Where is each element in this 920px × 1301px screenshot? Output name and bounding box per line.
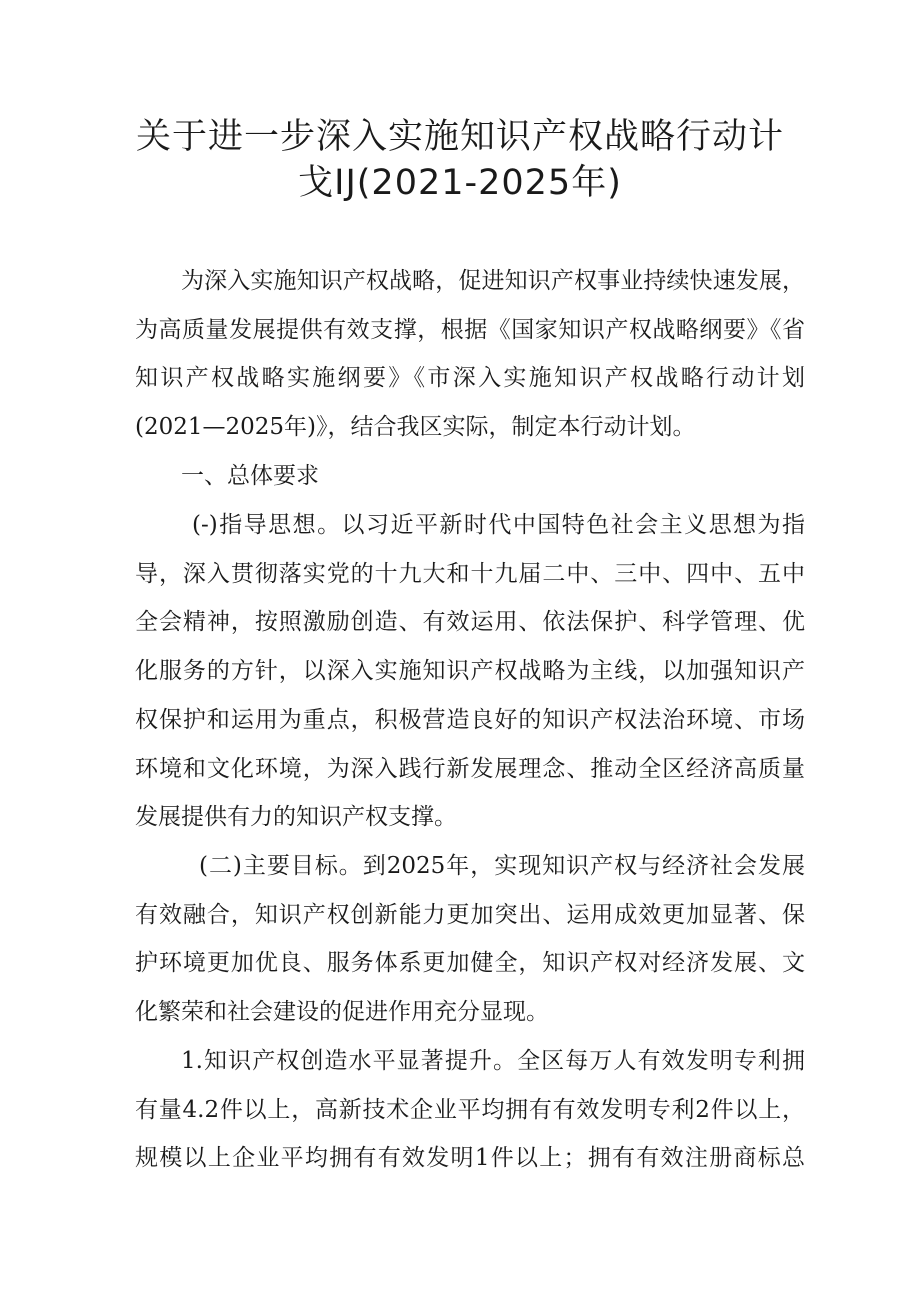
paragraph-line: 有效融合，知识产权创新能力更加突出、运用成效更加显著、保 (135, 901, 805, 928)
paragraph-line: 规模以上企业平均拥有有效发明1件以上；拥有有效注册商标总 (135, 1145, 805, 1172)
paragraph-line: (2021—2025年)》，结合我区实际，制定本行动计划。 (135, 414, 696, 441)
section-heading: 一、总体要求 (181, 463, 319, 489)
paragraph-item-1 (135, 1037, 805, 1183)
paragraph-line: 环境和文化环境，为深入践行新发展理念、推动全区经济高质量 (135, 755, 805, 782)
paragraph-main-goals (135, 842, 805, 1037)
paragraph-guiding-ideology (135, 501, 805, 842)
paragraph-line: (二)主要目标。到2025年，实现知识产权与经济社会发展 (199, 853, 805, 879)
paragraph-line: 有量4.2件以上，高新技术企业平均拥有有效发明专利2件以上， (135, 1096, 805, 1123)
paragraph-line: 护环境更加优良、服务体系更加健全，知识产权对经济发展、文 (135, 950, 805, 977)
section-heading-general-requirements (135, 452, 805, 501)
paragraph-line: 为高质量发展提供有效支撑，根据《国家知识产权战略纲要》《省 (135, 316, 805, 343)
paragraph-line: 知识产权战略实施纲要》《市深入实施知识产权战略行动计划 (135, 365, 805, 392)
paragraph-preamble (135, 257, 805, 452)
document-title-line-1: 关于进一步深入实施知识产权战略行动计 (135, 117, 784, 157)
paragraph-line: 全会精神，按照激励创造、有效运用、依法保护、科学管理、优 (135, 609, 805, 636)
document-title-line-2: 戈IJ(2021-2025年) (298, 163, 622, 203)
paragraph-line: 导，深入贯彻落实党的十九大和十九届二中、三中、四中、五中 (135, 560, 805, 587)
paragraph-line: 为深入实施知识产权战略，促进知识产权事业持续快速发展， (181, 268, 805, 294)
paragraph-line: (-)指导思想。以习近平新时代中国特色社会主义思想为指 (192, 512, 805, 538)
paragraph-line: 化繁荣和社会建设的促进作用充分显现。 (135, 999, 549, 1026)
paragraph-line: 化服务的方针，以深入实施知识产权战略为主线，以加强知识产 (135, 658, 805, 685)
paragraph-line: 发展提供有力的知识产权支撑。 (135, 804, 457, 831)
paragraph-line: 权保护和运用为重点，积极营造良好的知识产权法治环境、市场 (135, 706, 805, 733)
paragraph-line: 1.知识产权创造水平显著提升。全区每万人有效发明专利拥 (181, 1048, 805, 1074)
